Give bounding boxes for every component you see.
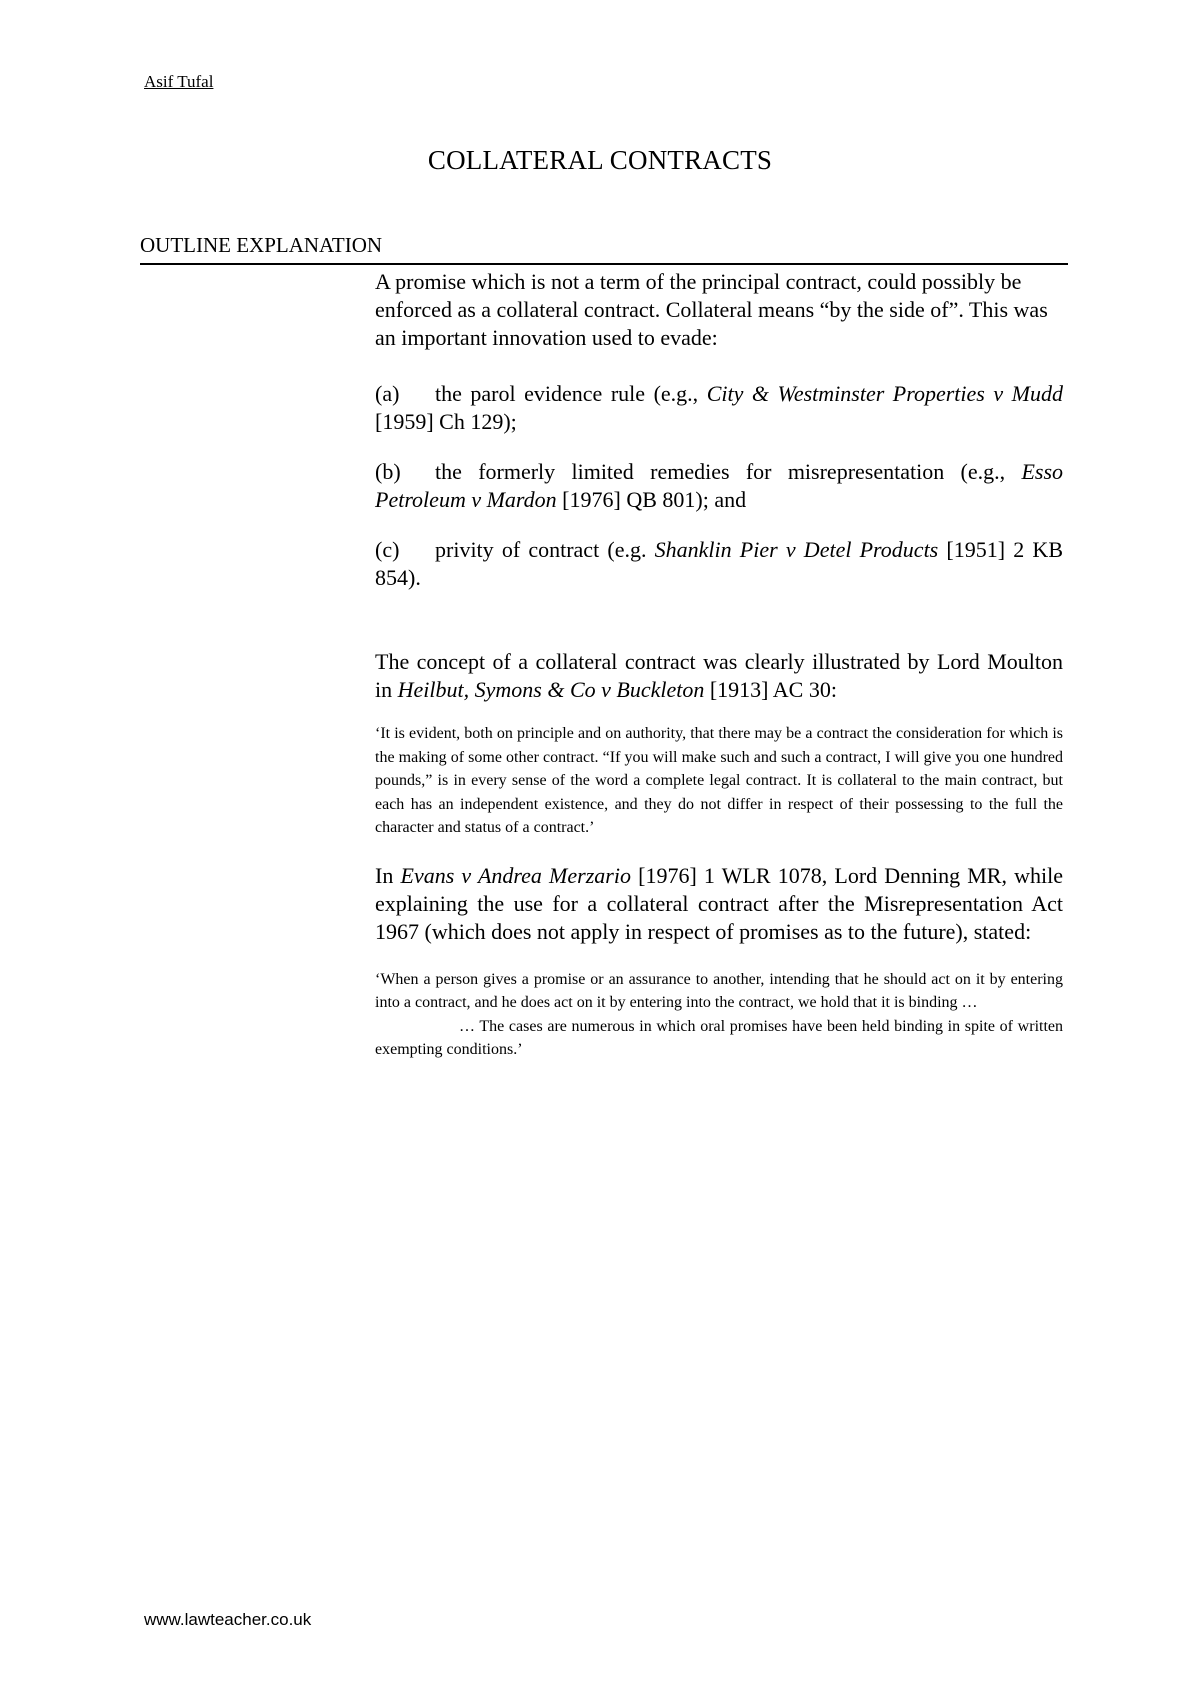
- evans-paragraph: [375, 862, 1063, 946]
- footer-url[interactable]: www.lawteacher.co.uk: [144, 1610, 312, 1629]
- list-item-c: [375, 536, 1063, 592]
- document-title: COLLATERAL CONTRACTS: [427, 145, 773, 175]
- heilbut-paragraph: [375, 648, 1063, 704]
- case-name: City & Westminster Properties v Mudd: [706, 381, 1063, 406]
- case-name: Shanklin Pier v Detel Products: [654, 537, 939, 562]
- list-item-a: [375, 380, 1063, 436]
- list-label: (c): [375, 537, 400, 562]
- paragraph-text: The concept of a collateral contract was clearly illustrated by Lord Moulton in: [375, 649, 1063, 702]
- paragraph-text: [1976] 1 WLR 1078, Lord Denning MR, while explaining the use for a collateral contract after the Misrepresentation Act 1967 (which does not apply in respect of promises as to the future), stated:: [375, 862, 1064, 944]
- case-citation: [1951] 2 KB 854).: [375, 537, 1063, 590]
- quote-text: … The cases are numerous in which oral promises have been held binding in spite of written exempting conditions.’: [375, 1017, 1063, 1058]
- case-citation: [1976] QB 801); and: [556, 487, 747, 512]
- case-name: Esso Petroleum v Mardon: [375, 459, 1063, 512]
- paragraph-text: In: [375, 862, 401, 888]
- list-text: the parol evidence rule (e.g.,: [435, 381, 707, 406]
- list-label: (a): [375, 381, 400, 406]
- author-name: Asif Tufal: [144, 72, 214, 91]
- denning-quote-part2: [375, 1015, 1063, 1062]
- case-name: Evans v Andrea Merzario: [400, 862, 631, 888]
- list-label: (b): [375, 459, 401, 484]
- list-text: the formerly limited remedies for misrepresentation (e.g.,: [435, 459, 1022, 484]
- list-item-b: [375, 458, 1063, 514]
- section-heading: OUTLINE EXPLANATION: [140, 233, 1068, 265]
- intro-paragraph: A promise which is not a term of the principal contract, could possibly be enforced as a collateral contract. Collateral means “by the side of”. This was an important innovation used to evade:: [375, 269, 1048, 350]
- list-text: privity of contract (e.g.: [435, 537, 655, 562]
- case-name: Heilbut, Symons & Co v Buckleton: [397, 677, 705, 702]
- case-citation: [1959] Ch 129);: [375, 409, 517, 434]
- heilbut-quote: ‘It is evident, both on principle and on authority, that there may be a contract the consideration for which is the making of some other contract. “If you will make such and such a contract, I will give you one hundred pounds,” is in every sense of the word a complete legal contract. It is collateral to the main contract, but each has an independent existence, and they do not differ in respect of their possessing to the full the character and status of a contract.’: [375, 725, 1063, 836]
- document-body: [375, 268, 1063, 1062]
- case-citation: [1913] AC 30:: [704, 677, 837, 702]
- denning-quote-part1: ‘When a person gives a promise or an assurance to another, intending that he should act on it by entering into a contract, and he does act on it by entering into the contract, we hold that it is binding …: [375, 970, 1063, 1011]
